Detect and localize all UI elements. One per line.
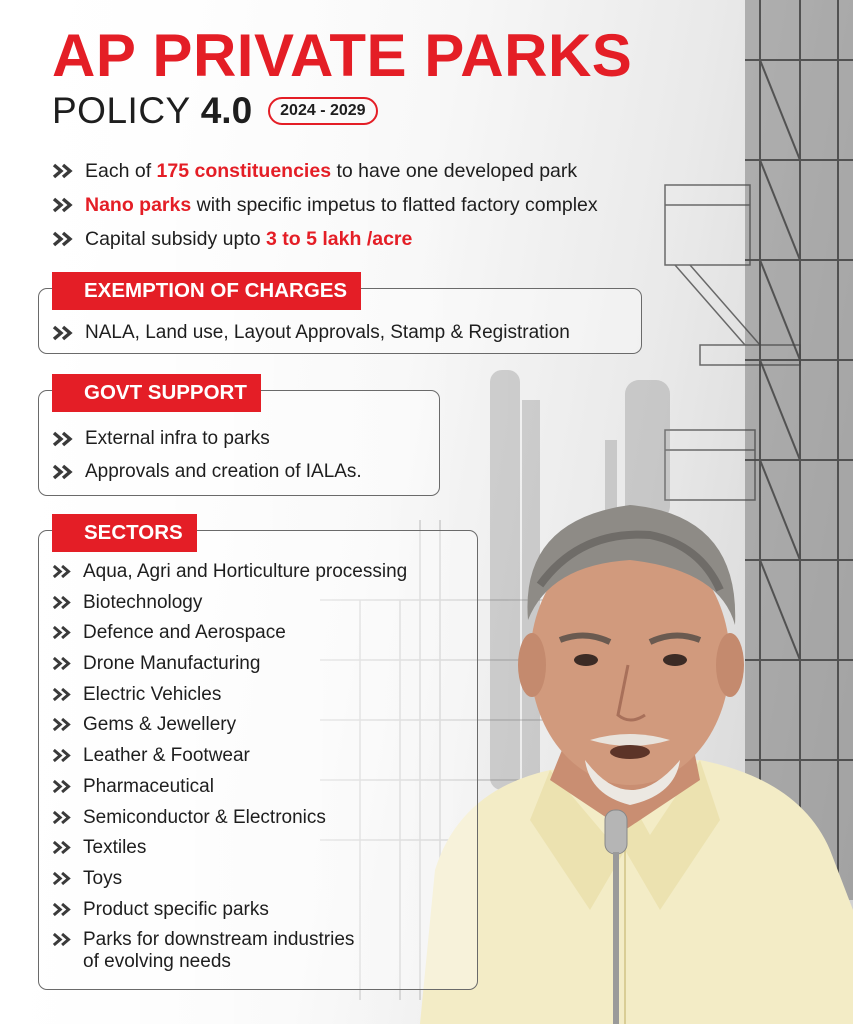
sector-item: [52, 899, 407, 930]
sector-item-text: Drone Manufacturing: [83, 653, 261, 675]
highlight-text: Capital subsidy upto 3 to 5 lakh /acre: [85, 227, 413, 250]
govt-support-item: [52, 422, 362, 455]
sector-item: [52, 868, 407, 899]
sector-item-text: Leather & Footwear: [83, 745, 250, 767]
sectors-label: SECTORS: [52, 514, 197, 552]
sector-item: [52, 592, 407, 623]
govt-support-item: [52, 455, 362, 488]
sectors-list: [52, 561, 407, 973]
sector-item: [52, 837, 407, 868]
govt-support-list: [52, 422, 362, 488]
double-chevron-right-icon: [52, 748, 74, 763]
sector-item: [52, 622, 407, 653]
double-chevron-right-icon: [52, 717, 74, 732]
govt-support-item-text: Approvals and creation of IALAs.: [85, 460, 362, 482]
double-chevron-right-icon: [52, 656, 74, 671]
double-chevron-right-icon: [52, 231, 76, 247]
sector-item: [52, 561, 407, 592]
double-chevron-right-icon: [52, 564, 74, 579]
double-chevron-right-icon: [52, 840, 74, 855]
exemption-label: EXEMPTION OF CHARGES: [52, 272, 361, 310]
sector-item-text: Electric Vehicles: [83, 683, 222, 705]
sector-item-text: Gems & Jewellery: [83, 714, 237, 736]
double-chevron-right-icon: [52, 687, 74, 702]
double-chevron-right-icon: [52, 163, 76, 179]
double-chevron-right-icon: [52, 902, 74, 917]
sector-item: [52, 929, 407, 973]
highlight-item: [52, 188, 598, 222]
double-chevron-right-icon: [52, 464, 76, 480]
double-chevron-right-icon: [52, 197, 76, 213]
sector-item-text: Defence and Aerospace: [83, 622, 286, 644]
sector-item-text: Biotechnology: [83, 591, 203, 613]
sector-item: [52, 807, 407, 838]
sector-item-text: Semiconductor & Electronics: [83, 806, 326, 828]
sector-item: [52, 653, 407, 684]
sector-item-text: Toys: [83, 867, 123, 889]
years-badge: 2024 - 2029: [268, 97, 377, 125]
sector-item-text: Pharmaceutical: [83, 775, 214, 797]
sector-item-text: Aqua, Agri and Horticulture processing: [83, 561, 408, 582]
double-chevron-right-icon: [52, 625, 74, 640]
highlight-item: [52, 154, 598, 188]
highlights-list: [52, 154, 598, 256]
double-chevron-right-icon: [52, 595, 74, 610]
double-chevron-right-icon: [52, 431, 76, 447]
policy-version: 4.0: [200, 90, 253, 131]
govt-support-item-text: External infra to parks: [85, 427, 270, 449]
sector-item-text: Textiles: [83, 837, 147, 859]
exemption-item: [52, 316, 570, 349]
exemption-item-text: NALA, Land use, Layout Approvals, Stamp & Registration: [85, 321, 570, 343]
double-chevron-right-icon: [52, 932, 74, 947]
highlight-text: Each of 175 constituencies to have one developed park: [85, 159, 578, 182]
sector-item: [52, 714, 407, 745]
highlight-item: [52, 222, 598, 256]
policy-subtitle: [52, 88, 378, 134]
page-title: AP PRIVATE PARKS: [52, 22, 633, 89]
double-chevron-right-icon: [52, 871, 74, 886]
sector-item: [52, 745, 407, 776]
double-chevron-right-icon: [52, 779, 74, 794]
govt-support-label: GOVT SUPPORT: [52, 374, 261, 412]
sector-item: [52, 684, 407, 715]
sector-item-text: Parks for downstream industries of evolving needs: [83, 929, 355, 973]
double-chevron-right-icon: [52, 325, 76, 341]
sector-item: [52, 776, 407, 807]
exemption-list: [52, 316, 570, 349]
sector-item-text: Product specific parks: [83, 898, 269, 920]
double-chevron-right-icon: [52, 810, 74, 825]
policy-word: POLICY: [52, 90, 191, 131]
highlight-text: Nano parks with specific impetus to flatted factory complex: [85, 193, 598, 216]
